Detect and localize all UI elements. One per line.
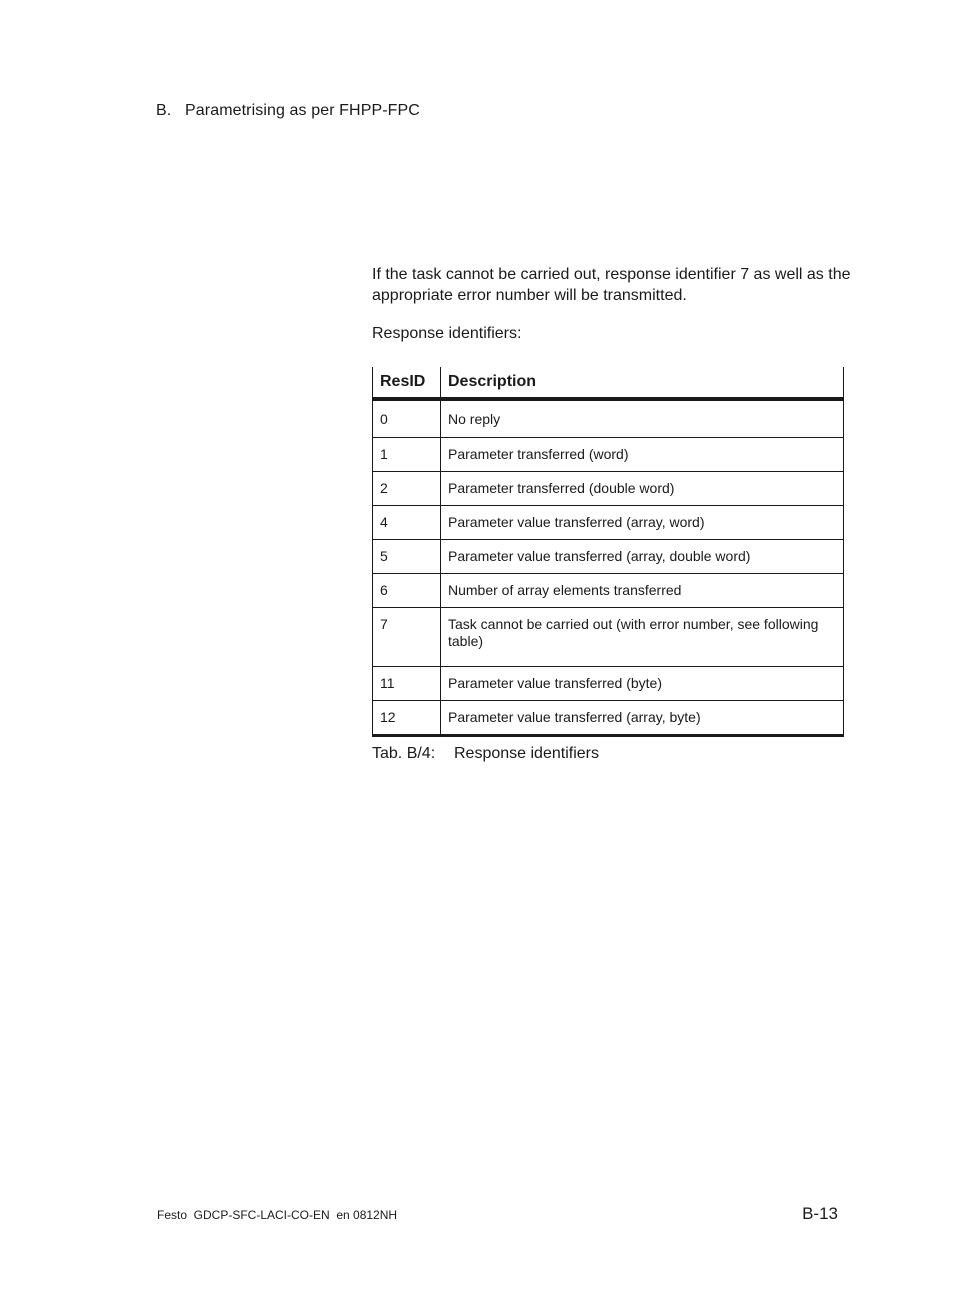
resid-cell: 1 [373,438,441,472]
resid-cell: 11 [373,667,441,701]
description-cell: Parameter value transferred (array, byte) [441,701,844,736]
page-number: B-13 [802,1204,838,1223]
table-row [373,438,844,472]
resid-cell: 2 [373,472,441,506]
intro-paragraph: If the task cannot be carried out, response identifier 7 as well as the appropriate error number will be transmitted. [372,266,851,304]
table-intro-label: Response identifiers: [372,325,522,342]
table-row [373,701,844,736]
header-description: Description [441,367,844,399]
table-row [373,399,844,438]
table-row [373,608,844,667]
response-identifiers-table [372,367,844,737]
description-cell: No reply [441,399,844,438]
table-header-row [373,367,844,399]
chapter-title: Parametrising as per FHPP-FPC [185,102,420,119]
table-row [373,667,844,701]
header-resid: ResID [373,367,441,399]
caption-label: Tab. B/4: [372,745,436,762]
resid-cell: 6 [373,574,441,608]
resid-cell: 7 [373,608,441,667]
running-header [156,102,420,120]
description-cell: Parameter transferred (double word) [441,472,844,506]
table-caption [372,745,599,763]
footer-doc-info: Festo GDCP-SFC-LACI-CO-EN en 0812NH [157,1208,398,1222]
description-cell: Task cannot be carried out (with error number, see following table) [441,608,844,667]
resid-cell: 0 [373,399,441,438]
table-row [373,540,844,574]
resid-cell: 4 [373,506,441,540]
table-row [373,506,844,540]
caption-text: Response identifiers [454,745,599,762]
description-cell: Parameter value transferred (array, double word) [441,540,844,574]
resid-cell: 5 [373,540,441,574]
table-row [373,574,844,608]
chapter-number: B. [156,102,172,119]
resid-cell: 12 [373,701,441,736]
description-cell: Parameter transferred (word) [441,438,844,472]
intro-text [372,264,852,344]
table-row [373,472,844,506]
description-cell: Parameter value transferred (byte) [441,667,844,701]
description-cell: Number of array elements transferred [441,574,844,608]
description-cell: Parameter value transferred (array, word) [441,506,844,540]
